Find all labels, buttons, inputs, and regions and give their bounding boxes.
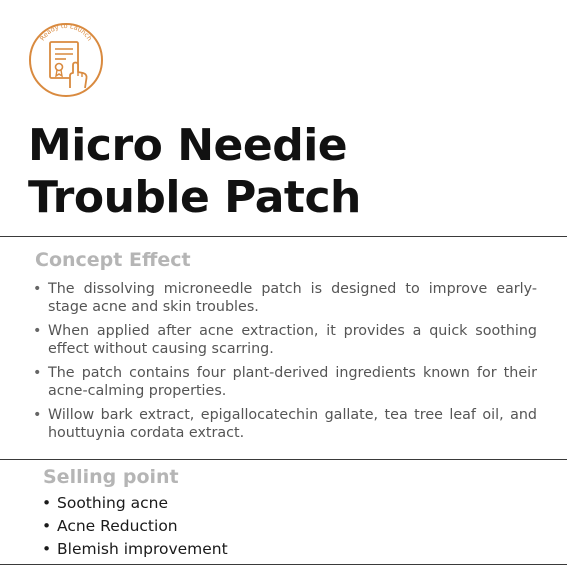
title-line-2: Trouble Patch: [28, 172, 361, 223]
concept-effect-heading: Concept Effect: [35, 249, 191, 271]
selling-item: • Acne Reduction: [40, 517, 228, 540]
concept-item: • When applied after acne extraction, it provides a quick soothing effect without causing scarring.: [30, 322, 537, 358]
selling-item: • Blemish improvement: [40, 540, 228, 563]
divider-middle: [0, 459, 567, 460]
concept-item: • The dissolving microneedle patch is designed to improve early-stage acne and skin troubles.: [30, 280, 537, 316]
selling-point-heading: Selling point: [43, 466, 179, 488]
selling-point-list: [40, 494, 228, 563]
divider-top: [0, 236, 567, 237]
ready-to-launch-badge: [26, 18, 106, 98]
product-title: [28, 120, 361, 224]
divider-bottom: [0, 564, 567, 565]
selling-item: • Soothing acne: [40, 494, 228, 517]
concept-effect-list: [30, 280, 537, 448]
badge-label: Ready to Launch: [38, 21, 94, 43]
concept-item: • Willow bark extract, epigallocatechin gallate, tea tree leaf oil, and houttuynia cordata extract.: [30, 406, 537, 442]
concept-item: • The patch contains four plant-derived ingredients known for their acne-calming properties.: [30, 364, 537, 400]
certificate-document-icon: [26, 18, 106, 98]
title-line-1: Micro Needie: [28, 120, 348, 171]
